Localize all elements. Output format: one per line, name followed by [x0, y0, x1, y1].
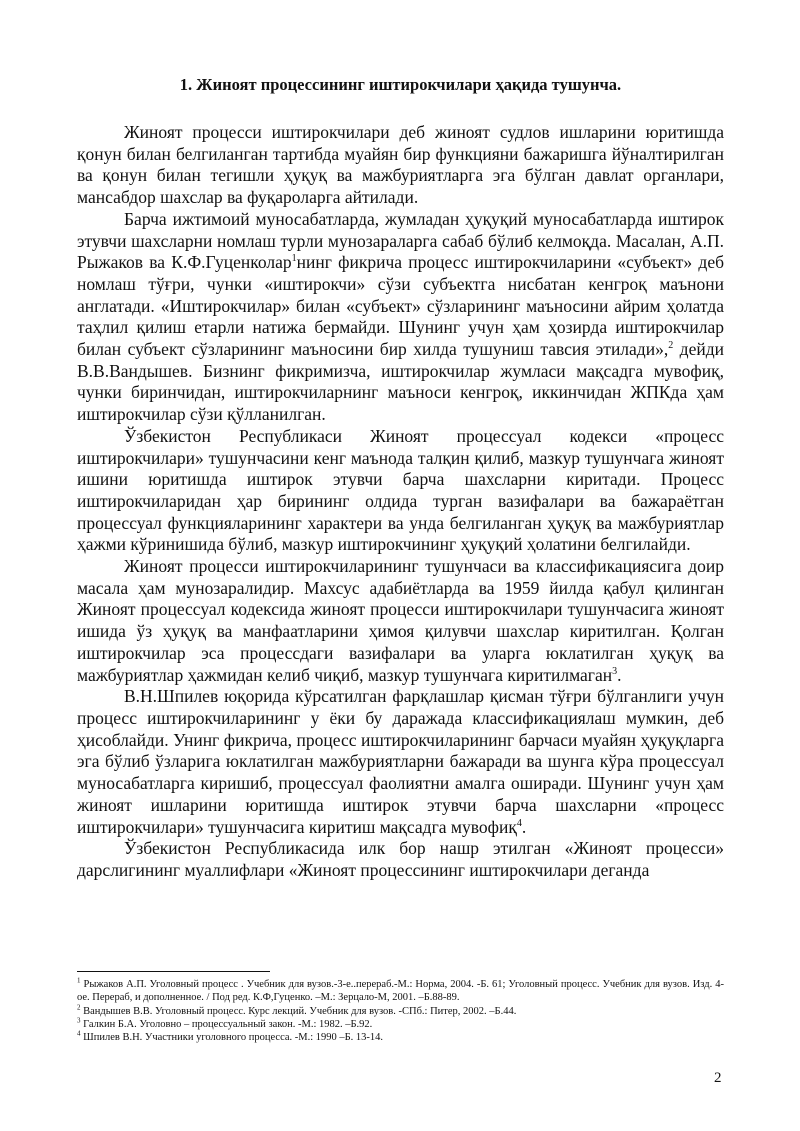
page-content: [77, 75, 724, 882]
paragraph-1: Жиноят процесси иштирокчилари деб жиноят судлов ишларини юритишда қонун билан белгиланган тартибда муайян бир функцияни бажаришга йўналтирилган ва қонун билан тегишли ҳуқуқ ва мажбуриятларга эга бўлган давлат органлари, мансабдор шахслар ва фуқароларга айтилади.: [77, 122, 724, 208]
page-number: 2: [714, 1070, 722, 1086]
footnote-ref-2[interactable]: 2: [668, 340, 674, 352]
paragraph-5: В.Н.Шпилев юқорида кўрсатилган фарқлашлар қисман тўғри бўлганлиги учун процесс иштирокчиларининг у ёки бу даражада классификациялаш мумкин, деб ҳисоблайди. Унинг фикрича, процесс иштирокчиларининг барчаси муайян ҳуқуқларга эга бўлиб ўзларига юклатилган мажбуриятларни бажаради ва шунга кўра процессуал муносабатларга киришиб, процессуал фаолиятни амалга оширади. Шунинг учун ҳам жиноят ишларини юритишда иштирок этувчи барча шахсларни «процесс иштирокчилари» тушунчасига киритиш мақсадга мувофиқ$^4$.: [77, 686, 724, 837]
footnote-3: $^3$ Галкин Б.А. Уголовно – процессуальный закон. -М.: 1982. –Б.92.: [77, 1016, 373, 1030]
footnote-ref-4[interactable]: 4: [516, 817, 522, 829]
footnote-1: $^1$ Рыжаков А.П. Уголовный процесс . Учебник для вузов.-3-е..перераб.-М.: Норма, 2004. -Б. 61; Уголовный процесс. Учебник для вузов. Изд. 4-ое. Перераб, и дополненное. / Под ред. К.Ф,Гуценко. –М.: Зерцало-М, 2001. –Б.88-89.: [77, 976, 724, 1004]
footnote-separator: [77, 971, 270, 972]
paragraph-2: Барча ижтимоий муносабатларда, жумладан ҳуқуқий муносабатларда иштирок этувчи шахсларни номлаш турли мунозараларга сабаб бўлиб келмоқда. Масалан, А.П. Рыжаков ва К.Ф.Гуценколар$^1$нинг фикрича процесс иштирокчиларини «субъект» деб номлаш тўғри, чунки «иштирокчи» сўзи субъектга нисбатан кенгроқ маънони англатади. «Иштирокчилар» билан «субъект» сўзларининг маъносини айрим ҳолатда таҳлил қилиш етарли натижа бермайди. Шунинг учун ҳам ҳозирда иштирокчилар билан субъект сўзларининг маъносини бир хилда тушуниш тавсия этилади»,$^2$ дейди В.В.Вандышев. Бизнинг фикримизча, иштирокчилар жумласи мақсадга мувофиқ, чунки биринчидан, иштирокчиларнинг маъноси кенгроқ, иккинчидан ЖПКда ҳам иштирокчилар сўзи қўлланилган.: [77, 208, 724, 425]
paragraph-6: Ўзбекистон Республикасида илк бор нашр этилган «Жиноят процесси» дарслигининг муаллифлари «Жиноят процессининг иштирокчилари деганда: [77, 838, 724, 880]
footnote-ref-1[interactable]: 1: [291, 253, 297, 265]
footnote-2: $^2$ Вандышев В.В. Уголовный процесс. Курс лекций. Учебник для вузов. -СПб.: Питер, 2002. –Б.44.: [77, 1003, 517, 1017]
footnotes: [77, 978, 724, 1044]
paragraph-3: Ўзбекистон Республикаси Жиноят процессуал кодекси «процесс иштирокчилари» тушунчасини кенг маънода талқин қилиб, мазкур тушунчага жиноят ишини юритишда иштирок этувчи барча шахсларни киритади. Процесс иштирокчиларидан ҳар бирининг олдида турган вазифалари ва бажараётган процессуал функцияларининг характери ва унда белгиланган ҳуқуқ ва мажбуриятлар ҳажми кўринишида бўлиб, мазкур иштирокчининг ҳуқуқий ҳолатини белгилайди.: [77, 425, 724, 555]
footnote-ref-3[interactable]: 3: [612, 665, 618, 677]
footnote-4: $^4$ Шпилев В.Н. Участники уголовного процесса. -М.: 1990 –Б. 13-14.: [77, 1029, 384, 1044]
paragraph-4: Жиноят процесси иштирокчиларининг тушунчаси ва классификациясига доир масала ҳам мунозаралидир. Махсус адабиётларда ва 1959 йилда қабул қилинган Жиноят процессуал кодексида жиноят процесси иштирокчилари тушунчасига жиноят ишида ўз ҳуқуқ ва манфаатларини ҳимоя қилувчи шахслар киритилган. Қолган иштирокчилар эса процессдаги вазифалари ва уларга юклатилган ҳуқуқ ва мажбуриятлар ҳажмидан келиб чиқиб, мазкур тушунчага киритилмаган$^3$.: [77, 556, 724, 685]
section-title: 1. Жиноят процессининг иштирокчилари ҳақида тушунча.: [179, 75, 622, 94]
